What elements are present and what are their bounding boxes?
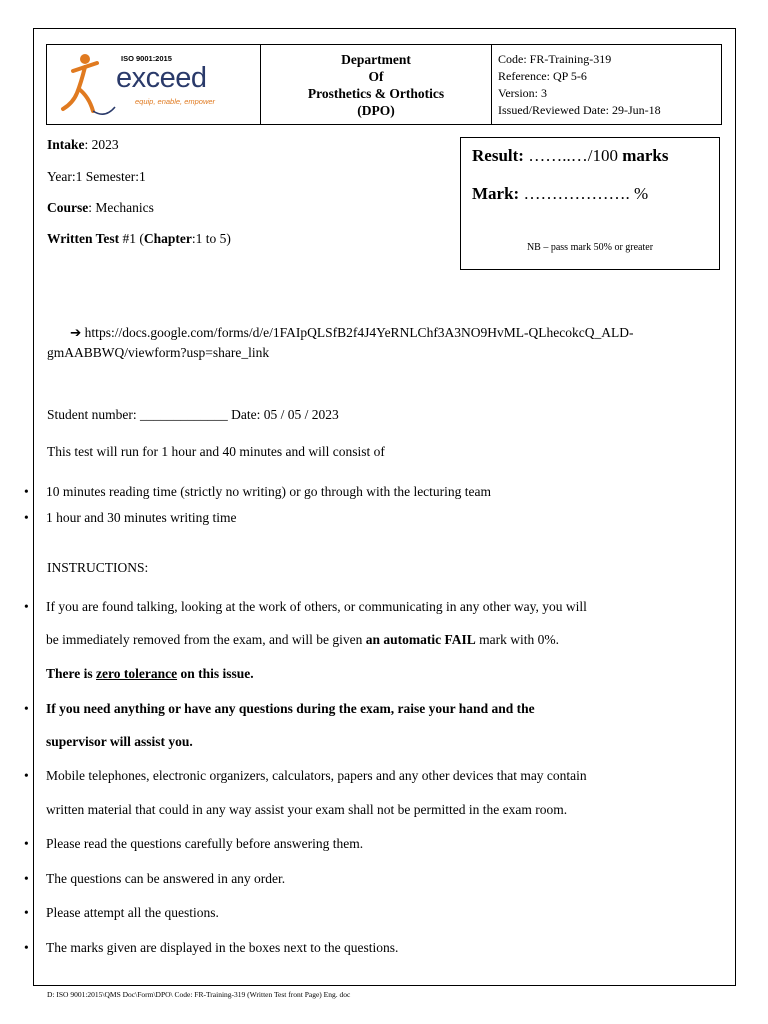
exceed-logo — [47, 45, 260, 124]
logo-cell — [47, 45, 261, 125]
department-line: Of — [368, 68, 384, 84]
reference-line: Reference: QP 5-6 — [498, 68, 587, 83]
year-semester-line: Year:1 Semester:1 — [47, 169, 146, 184]
version-line: Version: 3 — [498, 85, 547, 100]
duration-line: This test will run for 1 hour and 40 minutes and will consist of — [47, 444, 385, 459]
mark-line: Mark: ………………. % — [472, 184, 649, 203]
result-box — [460, 137, 720, 270]
document-footer: D: ISO 9001:2015\QMS Doc\Form\DPO\ Code: FR-Training-319 (Written Test front Page) Eng. doc — [47, 990, 351, 999]
pass-mark-note: NB – pass mark 50% or greater — [526, 242, 654, 253]
document-header — [46, 44, 722, 125]
logo-tagline: equip, enable, empower — [135, 97, 216, 106]
form-link[interactable] — [47, 323, 730, 363]
course-line: Course: Mechanics — [47, 200, 154, 215]
department-line: Department — [341, 51, 411, 67]
instructions-heading: INSTRUCTIONS: — [47, 560, 149, 575]
document-code-cell — [492, 45, 722, 125]
issued-date-line: Issued/Reviewed Date: 29-Jun-18 — [498, 102, 661, 117]
code-line: Code: FR-Training-319 — [498, 51, 612, 66]
iso-label: ISO 9001:2015 — [121, 54, 172, 63]
department-line: (DPO) — [357, 102, 395, 118]
student-number-date-line: Student number: _____________ Date: 05 / 05 / 2023 — [47, 407, 339, 422]
running-figure-icon — [55, 49, 121, 121]
department-cell — [261, 45, 492, 125]
form-link-line[interactable]: gmAABBWQ/viewform?usp=share_link — [47, 345, 270, 360]
department-line: Prosthetics & Orthotics — [307, 85, 445, 101]
logo-wordmark: exceed — [116, 62, 207, 94]
form-link-line[interactable]: ➔ https://docs.google.com/forms/d/e/1FAIpQLSfB2f4J4YeRNLChf3A3NO9HvML-QLhecokcQ_ALD- — [70, 325, 634, 340]
written-test-line: Written Test #1 (Chapter:1 to 5) — [47, 231, 231, 246]
intake-line: Intake: 2023 — [47, 137, 119, 152]
result-line: Result: ……..…/100 marks — [472, 146, 669, 165]
